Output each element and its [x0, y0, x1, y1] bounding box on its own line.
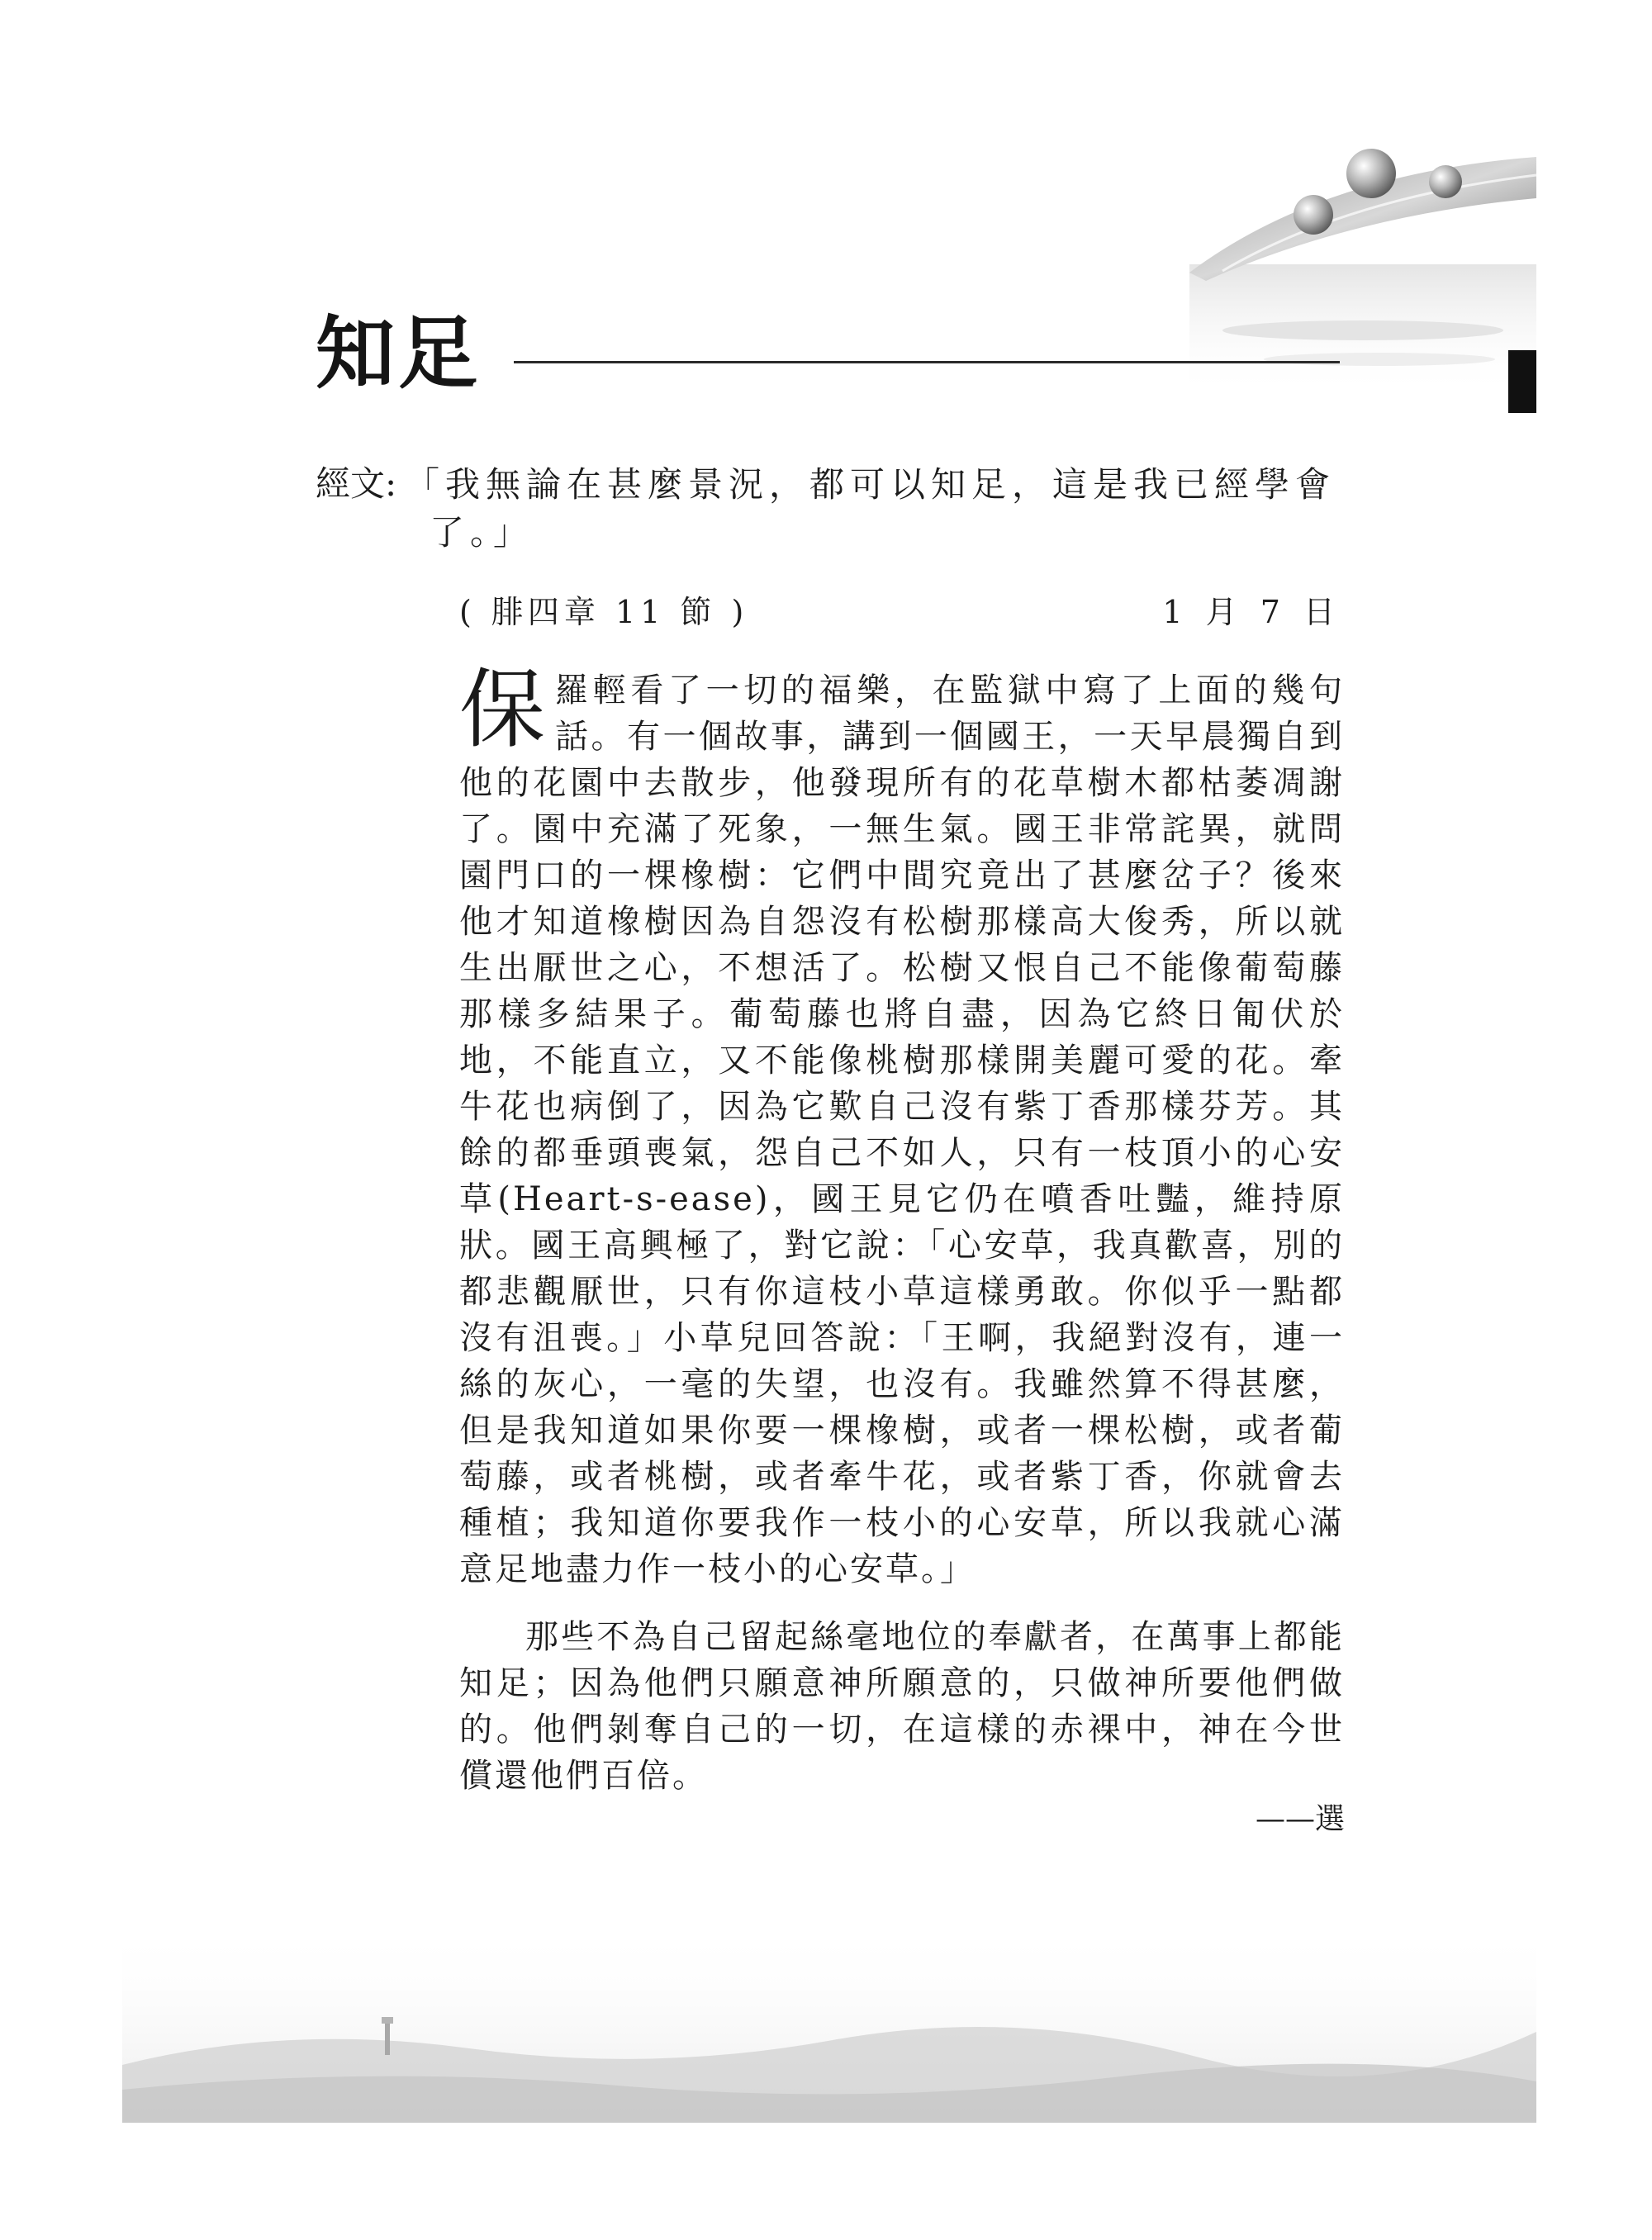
- body-paragraph-2: 那些不為自己留起絲毫地位的奉獻者，在萬事上都能知足；因為他們只願意神所願意的，只做神所要他們做的。他們剝奪自己的一切，在這樣的赤裸中，神在今世償還他們百倍。: [459, 1618, 1345, 1795]
- attribution: ——選: [1255, 1802, 1345, 1836]
- page-edge-tab: [1508, 350, 1536, 413]
- page-title: 知足: [316, 306, 481, 400]
- verse-text: 「我無論在甚麼景況，都可以知足，這是我已經學會了。」: [405, 464, 1336, 553]
- page-date: 1 月 7 日: [1162, 594, 1341, 630]
- body-paragraph-1: [459, 659, 1345, 1592]
- decorative-beads-illustration: [1189, 124, 1536, 396]
- title-underline: [514, 361, 1340, 363]
- decorative-landscape-illustration: [122, 1924, 1536, 2123]
- verse-reference: ( 腓四章 11 節 ): [459, 594, 749, 630]
- drop-cap: 保: [459, 659, 546, 760]
- paragraph-1-text: 羅輕看了一切的福樂，在監獄中寫了上面的幾句話。有一個故事，講到一個國王，一天早晨獨自到他的花園中去散步，他發現所有的花草樹木都枯萎凋謝了。園中充滿了死象，一無生氣。國王非常詫異，就問園門口的一棵橡樹：它們中間究竟出了甚麼岔子？後來他才知道橡樹因為自怨沒有松樹那樣高大俊秀，所以就生出厭世之心，不想活了。松樹又恨自己不能像葡萄藤那樣多結果子。葡萄藤也將自盡，因為它終日匍伏於地，不能直立，又不能像桃樹那樣開美麗可愛的花。牽牛花也病倒了，因為它歎自己沒有紫丁香那樣芬芳。其餘的都垂頭喪氣，怨自己不如人，只有一枝頂小的心安草(Heart-s-ease)，國王見它仍在噴香吐豔，維持原狀。國王高興極了，對它說：「心安草，我真歡喜，別的都悲觀厭世，只有你這枝小草這樣勇敢。你似乎一點都沒有沮喪。」小草兒回答說：「王啊，我絕對沒有，連一絲的灰心，一毫的失望，也沒有。我雖然算不得甚麼，但是我知道如果你要一棵橡樹，或者一棵松樹，或者葡萄藤，或者桃樹，或者牽牛花，或者紫丁香，你就會去種植；我知道你要我作一枝小的心安草，所以我就心滿意足地盡力作一枝小的心安草。」: [459, 672, 1345, 1588]
- verse-label: 經文:: [316, 463, 397, 504]
- body-text: [459, 659, 1345, 1840]
